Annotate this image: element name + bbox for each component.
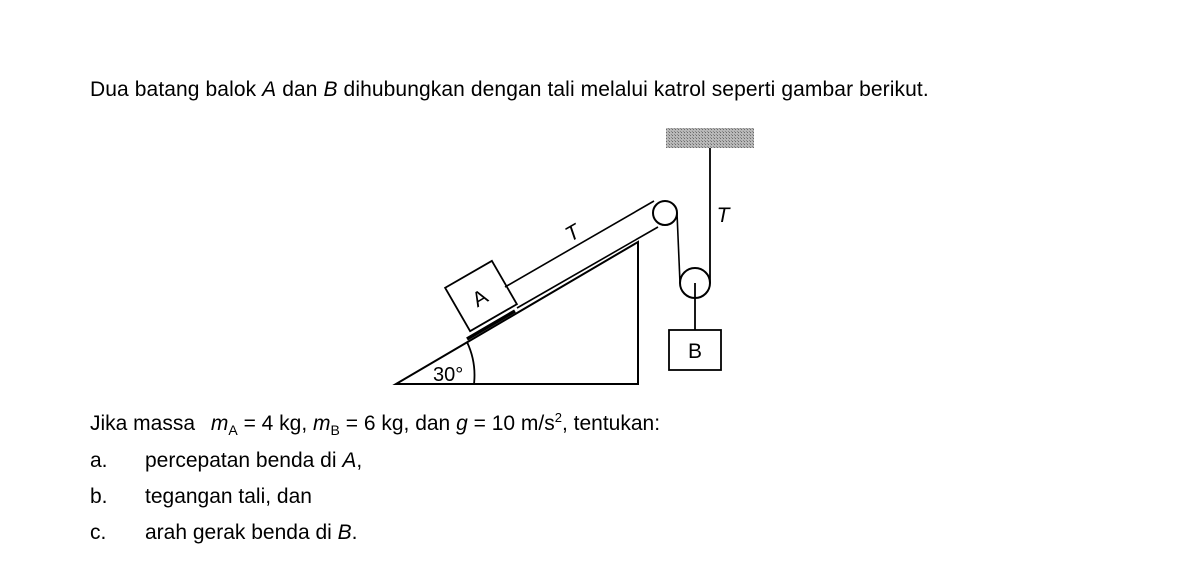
tension-label-incline: T	[561, 220, 585, 247]
question-marker: b.	[90, 485, 108, 508]
tension-label-vertical: T	[716, 204, 730, 227]
mA-symbol: m	[210, 412, 229, 435]
g-value: = 10 m/s	[473, 412, 555, 435]
question-end: ,	[356, 449, 363, 472]
mA-subscript: A	[228, 422, 238, 439]
g-symbol: g	[456, 412, 468, 435]
given-lead: Jika massa	[90, 412, 196, 435]
question-item	[90, 521, 362, 557]
block-A-label: A	[468, 284, 493, 312]
question-marker: a.	[90, 449, 108, 472]
angle-label: 30°	[433, 364, 464, 386]
intro-part-2: dan	[276, 78, 324, 101]
block-B-label: B	[687, 340, 703, 363]
intro-var-B: B	[323, 78, 338, 101]
question-item	[90, 485, 362, 521]
rope-left-down	[677, 213, 680, 283]
given-values	[90, 410, 660, 438]
question-var: A	[342, 449, 357, 472]
given-tail: , tentukan:	[561, 412, 661, 435]
question-list	[90, 449, 362, 557]
fixed-pulley	[653, 201, 677, 225]
intro-var-A: A	[262, 78, 277, 101]
question-text: arah gerak benda di	[145, 521, 338, 544]
inclined-plane	[396, 242, 638, 384]
question-var: B	[337, 521, 352, 544]
mB-subscript: B	[330, 422, 340, 439]
mA-value: = 4 kg,	[243, 412, 308, 435]
mB-symbol: m	[313, 412, 331, 435]
rope-incline-upper	[505, 201, 654, 287]
g-exponent: 2	[554, 410, 562, 425]
question-item	[90, 449, 362, 485]
intro-part-3: dihubungkan dengan tali melalui katrol seperti gambar berikut.	[337, 78, 929, 101]
intro-part-1: Dua batang balok	[90, 78, 263, 101]
question-marker: c.	[90, 521, 107, 544]
question-end: .	[351, 521, 358, 544]
question-text: percepatan benda di	[145, 449, 343, 472]
angle-arc	[467, 342, 474, 384]
mB-value: = 6 kg, dan	[345, 412, 451, 435]
question-text: tegangan tali, dan	[145, 485, 312, 508]
ceiling-support	[666, 128, 754, 148]
